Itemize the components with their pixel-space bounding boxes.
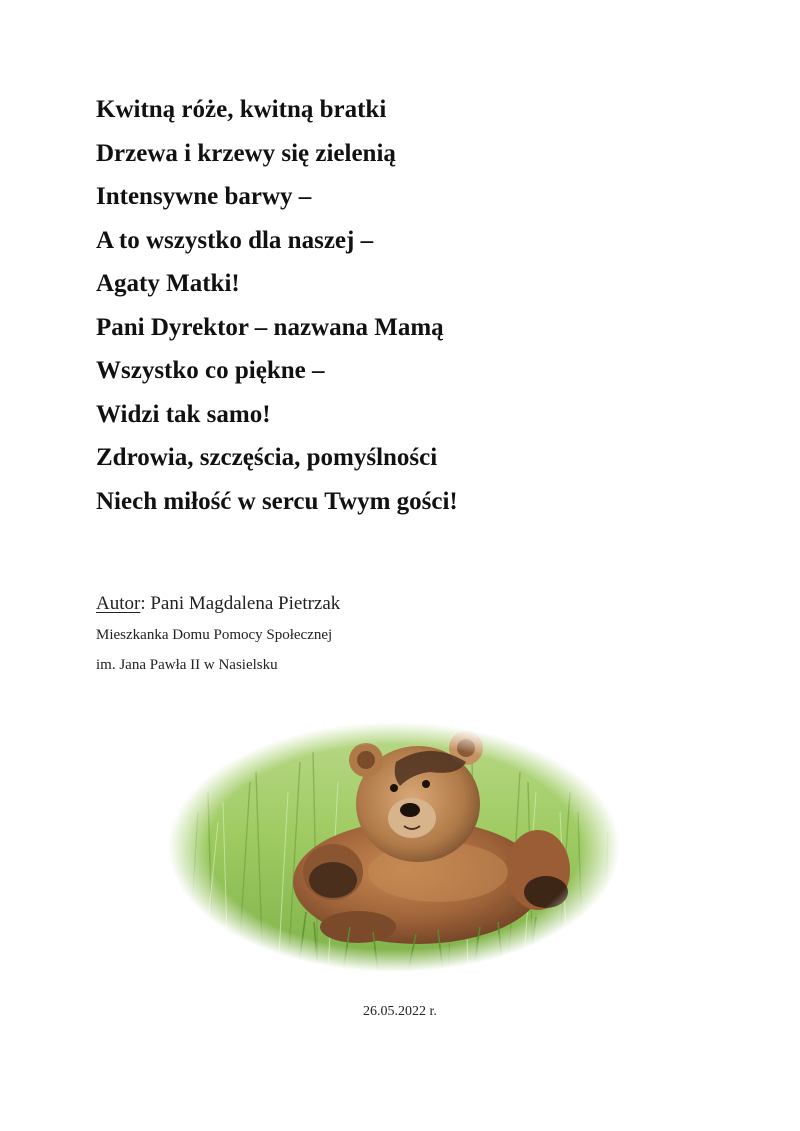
- date: 26.05.2022 r.: [363, 1004, 437, 1019]
- poem-line-1: Kwitną róże, kwitną bratki: [96, 96, 387, 123]
- author-name: Pani Magdalena Pietrzak: [145, 593, 341, 614]
- poem-line-6: Pani Dyrektor – nazwana Mamą: [96, 313, 444, 341]
- author-block: [96, 588, 696, 676]
- poem-line-10: Niech miłość w sercu Twym gości!: [96, 487, 458, 515]
- poem-line-7: Wszystko co piękne –: [96, 357, 325, 384]
- poem-line-4: A to wszystko dla naszej –: [96, 226, 374, 254]
- author-line: [96, 588, 696, 620]
- poem-line-8: Widzi tak samo!: [96, 400, 271, 428]
- poem-line-3: Intensywne barwy –: [96, 183, 312, 210]
- author-affiliation-line-2: im. Jana Pawła II w Nasielsku: [96, 657, 278, 673]
- poem-line-5: Agaty Matki!: [96, 270, 240, 297]
- bear-in-grass-photo: [168, 722, 620, 972]
- poem-line-2: Drzewa i krzewy się zielenią: [96, 139, 396, 167]
- author-separator: :: [140, 593, 146, 614]
- poem-line-9: Zdrowia, szczęścia, pomyślności: [96, 444, 438, 471]
- author-affiliation-line-1: Mieszkanka Domu Pomocy Społecznej: [96, 627, 333, 643]
- poem: [96, 88, 756, 523]
- bear-illustration: [168, 722, 620, 972]
- author-label: Autor: [96, 593, 141, 614]
